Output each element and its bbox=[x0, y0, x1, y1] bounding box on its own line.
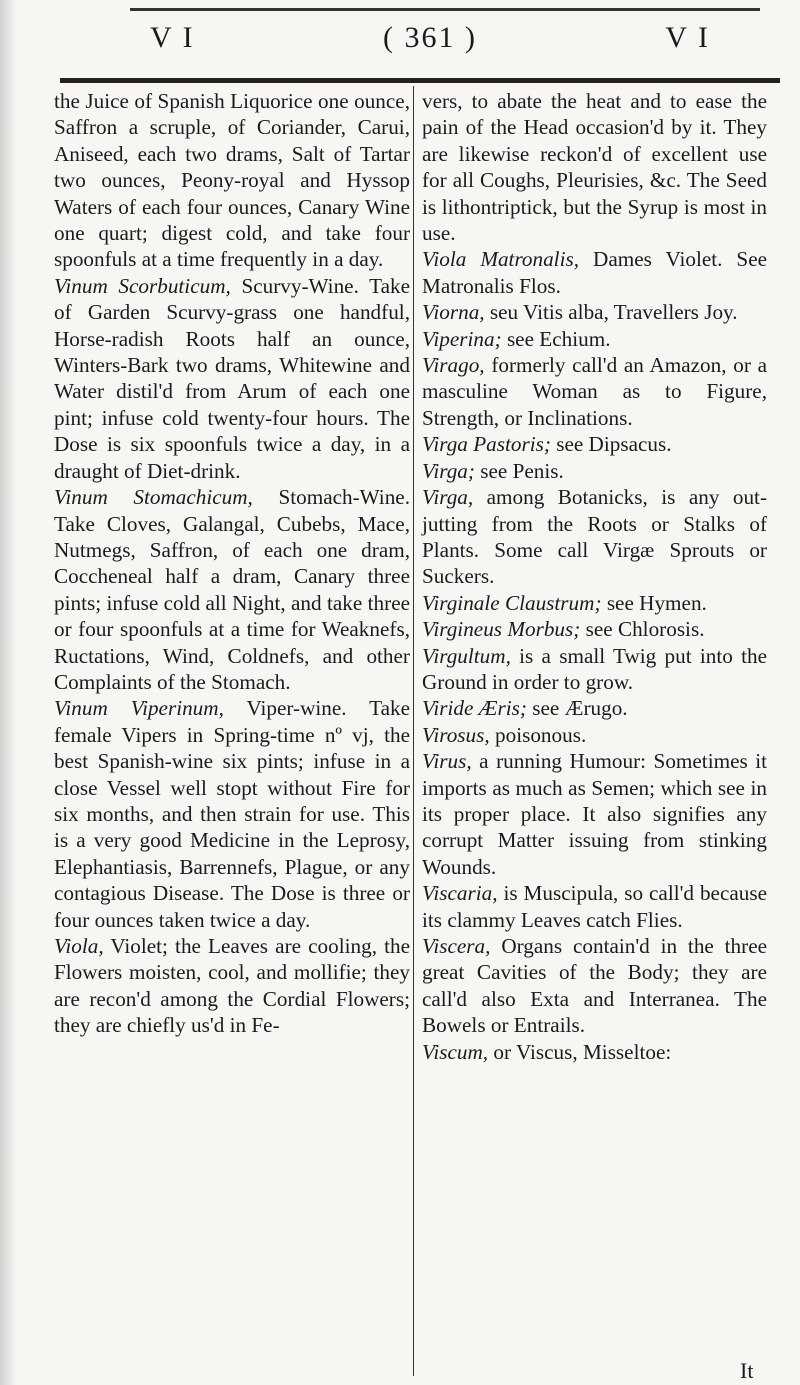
entry-headword: Viride Æris; bbox=[422, 696, 527, 721]
entry-headword: Virus, bbox=[422, 749, 472, 774]
dictionary-entry bbox=[54, 88, 410, 273]
entry-text: or Viscus, Misseltoe: bbox=[493, 1039, 672, 1064]
entry-headword: Virago, bbox=[422, 353, 485, 378]
entry-headword: Viscum, bbox=[422, 1039, 489, 1064]
entry-headword: Vinum Scorbuticum, bbox=[54, 273, 231, 298]
dictionary-entry bbox=[422, 880, 767, 933]
entry-text: a running Humour: Sometimes it imports as much as Semen; which see in its proper place. It also signifies any corrupt Matter issuing from stinking Wounds. bbox=[422, 749, 768, 879]
right-column bbox=[422, 88, 767, 1065]
dictionary-entry bbox=[422, 88, 767, 246]
entry-text: see Chlorosis. bbox=[585, 617, 705, 642]
entry-text: Dames Violet. See Matronalis Flos. bbox=[422, 247, 768, 298]
dictionary-entry bbox=[422, 933, 767, 1039]
page-gutter-shadow bbox=[0, 0, 16, 1385]
dictionary-entry bbox=[422, 590, 767, 616]
dictionary-entry bbox=[54, 933, 410, 1039]
catchword: It bbox=[740, 1358, 754, 1383]
entry-headword: Virga, bbox=[422, 485, 474, 510]
entry-headword: Viola, bbox=[54, 934, 104, 958]
entry-text: among Botanicks, is any out-jutting from the Roots or Stalks of Plants. Some call Virgæ Sprouts or Suckers. bbox=[422, 485, 767, 589]
dictionary-entry bbox=[422, 299, 767, 325]
header-left: V I bbox=[150, 21, 195, 54]
entry-text: Organs contain'd in the three great Cavities of the Body; they are call'd also Exta and Interranea. The Bowels or Entrails. bbox=[422, 934, 768, 1038]
entry-headword: Viscera, bbox=[422, 934, 491, 958]
entry-headword: Viscaria, bbox=[422, 881, 498, 906]
entry-headword: Virgultum, bbox=[422, 643, 511, 668]
entry-headword: Virosus, bbox=[422, 722, 490, 747]
dictionary-entry bbox=[422, 326, 767, 352]
entry-text: formerly call'd an Amazon, or a masculine Woman as to Figure, Strength, or Inclinations. bbox=[422, 353, 768, 430]
entry-text: Violet; the Leaves are cooling, the Flowers moisten, cool, and mollifie; they are recon'd among the Cordial Flowers; they are chiefly us'd in Fe- bbox=[54, 934, 410, 1038]
entry-headword: Viperina; bbox=[422, 326, 502, 351]
entry-headword: Vinum Stomachicum, bbox=[54, 485, 253, 510]
left-column bbox=[54, 88, 410, 1039]
dictionary-entry bbox=[422, 1039, 767, 1065]
dictionary-entry bbox=[54, 484, 410, 695]
dictionary-entry bbox=[422, 484, 767, 590]
entry-headword: Virga Pastoris; bbox=[422, 432, 551, 457]
entry-text: Scurvy-Wine. Take of Garden Scurvy-grass one handful, Horse-radish Roots half an ounce, Winters-Bark two drams, Whitewine and Water distil'd from Arum of each one pint; infuse cold twenty-four hours. The Dose is six spoonfuls twice a day, in a draught of Diet-drink. bbox=[54, 273, 410, 483]
entry-text: seu Vitis alba, Travellers Joy. bbox=[489, 300, 738, 325]
header-right: V I bbox=[665, 21, 710, 54]
header-rule bbox=[60, 78, 780, 83]
dictionary-entry bbox=[422, 616, 767, 642]
entry-text: Viper-wine. Take female Vipers in Spring-time nº vj, the best Spanish-wine six pints; infuse in a close Vessel well stopt without Fire for six months, and then strain for use. This is a very good Medicine in the Leprosy, Elephantiasis, Barrennefs, Plague, or any contagious Disease. The Dose is three or four ounces taken twice a day. bbox=[54, 696, 411, 932]
dictionary-entry bbox=[422, 352, 767, 431]
entry-headword: Virgineus Morbus; bbox=[422, 617, 581, 642]
entry-text: the Juice of Spanish Liquorice one ounce, Saffron a scruple, of Coriander, Carui, Aniseed, each two drams, Salt of Tartar two ounces, Peony-royal and Hyssop Waters of each four ounces, Canary Wine one quart; digest cold, and take four spoonfuls at a time frequently in a day. bbox=[54, 89, 410, 272]
dictionary-entry bbox=[422, 722, 767, 748]
page-number: ( 361 ) bbox=[383, 21, 477, 54]
entry-text: see Echium. bbox=[506, 326, 611, 351]
running-header bbox=[150, 18, 710, 58]
entry-headword: Viorna, bbox=[422, 300, 485, 325]
entry-text: Stomach-Wine. Take Cloves, Galangal, Cubebs, Mace, Nutmegs, Saffron, of each one dram, Coccheneal half a dram, Canary three pints; infuse cold all Night, and take three or four spoonfuls at a time for Weaknefs, Ructations, Wind, Coldnefs, and other Complaints of the Stomach. bbox=[54, 485, 410, 694]
entry-text: poisonous. bbox=[495, 722, 587, 747]
entry-headword: Viola Matronalis, bbox=[422, 247, 580, 272]
dictionary-entry bbox=[54, 695, 410, 933]
entry-headword: Virginale Claustrum; bbox=[422, 590, 602, 615]
entry-text: vers, to abate the heat and to ease the pain of the Head occasion'd by it. They are likewise reckon'd of excellent use for all Coughs, Pleurisies, &c. The Seed is lithontriptick, but the Syrup is most in use. bbox=[422, 89, 767, 246]
column-divider bbox=[413, 86, 414, 1376]
entry-headword: Vinum Viperinum, bbox=[54, 696, 224, 721]
dictionary-entry bbox=[422, 458, 767, 484]
dictionary-entry bbox=[422, 431, 767, 457]
dictionary-entry bbox=[422, 246, 767, 299]
entry-text: see Dipsacus. bbox=[556, 432, 672, 457]
dictionary-entry bbox=[422, 748, 767, 880]
dictionary-entry bbox=[422, 695, 767, 721]
entry-text: see Hymen. bbox=[606, 590, 707, 615]
top-rule bbox=[130, 8, 760, 11]
entry-text: is a small Twig put into the Ground in order to grow. bbox=[422, 643, 768, 694]
dictionary-entry bbox=[54, 273, 410, 484]
dictionary-entry bbox=[422, 643, 767, 696]
entry-text: see Penis. bbox=[480, 458, 564, 483]
entry-headword: Virga; bbox=[422, 458, 475, 483]
entry-text: is Muscipula, so call'd because its clammy Leaves catch Flies. bbox=[422, 881, 768, 932]
entry-text: see Ærugo. bbox=[532, 696, 628, 721]
